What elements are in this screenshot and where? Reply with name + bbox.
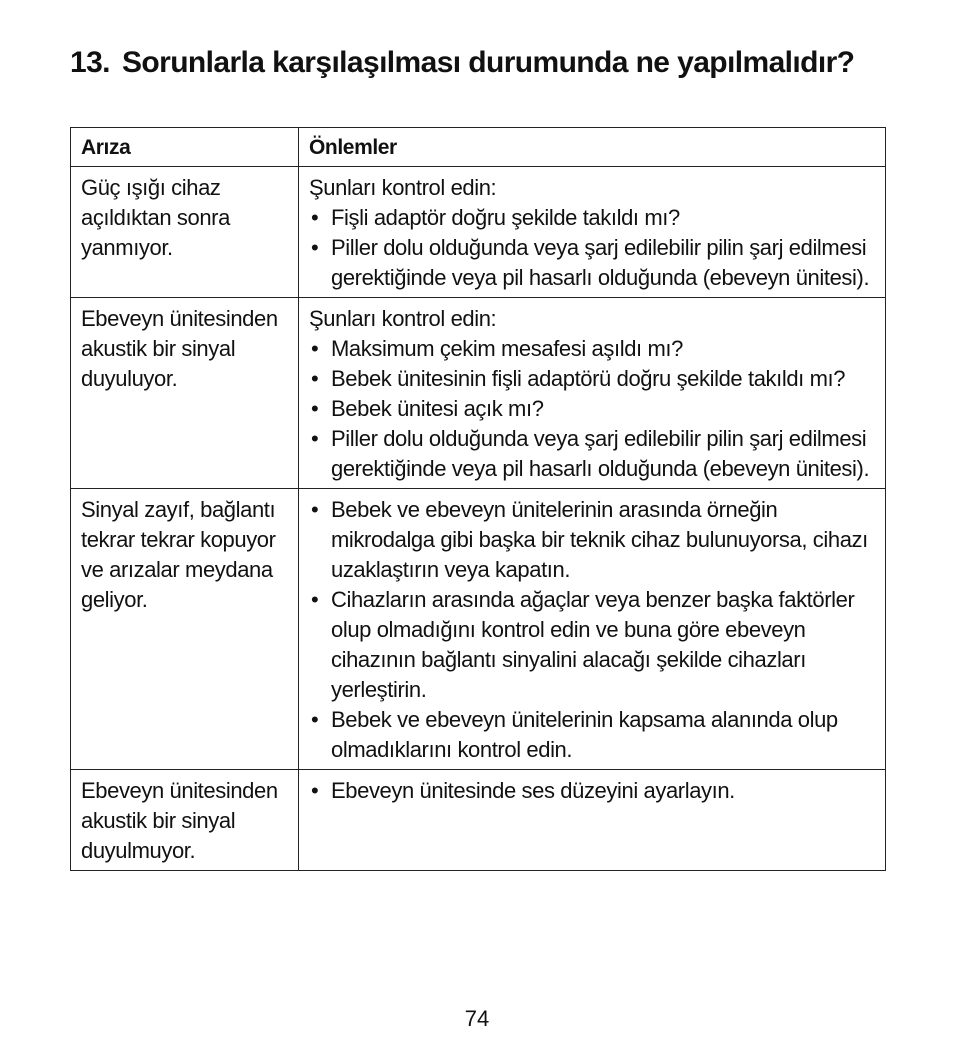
check-intro: Şunları kontrol edin: [309,175,497,200]
list-item: • Maksimum çekim mesafesi aşıldı mı? [309,334,877,364]
measures-cell [299,770,886,871]
fault-cell: Sinyal zayıf, bağlantı tekrar tekrar kopuyor ve arızalar meydana geliyor. [71,489,299,770]
fault-cell: Güç ışığı cihaz açıldıktan sonra yanmıyor. [71,167,299,298]
list-item: • Bebek ve ebeveyn ünitelerinin arasında örneğin mikrodalga gibi başka bir teknik cihaz bulunuyorsa, cihazı uzaklaştırın veya kapatın. [311,497,868,582]
table-row [71,489,886,770]
bullet-dot-icon: • [311,778,319,803]
measures-list [309,776,877,806]
bullet-dot-icon: • [311,497,319,522]
bullet-dot-icon: • [311,336,319,361]
list-item: • Cihazların arasında ağaçlar veya benzer başka faktörler olup olmadığını kontrol edin ve buna göre ebeveyn cihazının bağlantı sinyalini alacağı şekilde cihazları yerleştirin. [311,587,855,702]
measures-list [309,203,877,293]
list-item: • Piller dolu olduğunda veya şarj edilebilir pilin şarj edilmesi gerektiğinde veya pil hasarlı olduğunda (ebeveyn ünitesi). [311,235,870,290]
section-number: 13. [70,46,110,79]
troubleshooting-table [70,127,886,871]
table-row [71,298,886,489]
list-item: • Fişli adaptör doğru şekilde takıldı mı? [309,203,877,233]
list-item: • Bebek ünitesinin fişli adaptörü doğru şekilde takıldı mı? [309,364,877,394]
measures-list [309,334,877,484]
check-intro: Şunları kontrol edin: [309,306,497,331]
measures-cell [299,167,886,298]
bullet-dot-icon: • [311,587,319,612]
page-title [70,44,890,81]
bullet-dot-icon: • [311,205,319,230]
list-item: • Bebek ünitesi açık mı? [309,394,877,424]
column-header-measures: Önlemler [299,128,886,167]
section-title: Sorunlarla karşılaşılması durumunda ne yapılmalıdır? [122,46,855,79]
table-row [71,770,886,871]
measures-cell [299,298,886,489]
table-header-row [71,128,886,167]
bullet-dot-icon: • [311,366,319,391]
measures-cell [299,489,886,770]
table-row [71,167,886,298]
measures-list [309,495,877,765]
bullet-dot-icon: • [311,235,319,260]
list-item: • Bebek ve ebeveyn ünitelerinin kapsama alanında olup olmadıklarını kontrol edin. [311,707,838,762]
bullet-dot-icon: • [311,707,319,732]
fault-cell: Ebeveyn ünitesinden akustik bir sinyal duyulmuyor. [71,770,299,871]
column-header-fault: Arıza [71,128,299,167]
list-item: • Piller dolu olduğunda veya şarj edilebilir pilin şarj edilmesi gerektiğinde veya pil hasarlı olduğunda (ebeveyn ünitesi). [311,426,870,481]
fault-cell: Ebeveyn ünitesinden akustik bir sinyal duyuluyor. [71,298,299,489]
list-item: • Ebeveyn ünitesinde ses düzeyini ayarlayın. [309,776,877,806]
bullet-dot-icon: • [311,426,319,451]
bullet-dot-icon: • [311,396,319,421]
page-number: 74 [464,1006,490,1031]
